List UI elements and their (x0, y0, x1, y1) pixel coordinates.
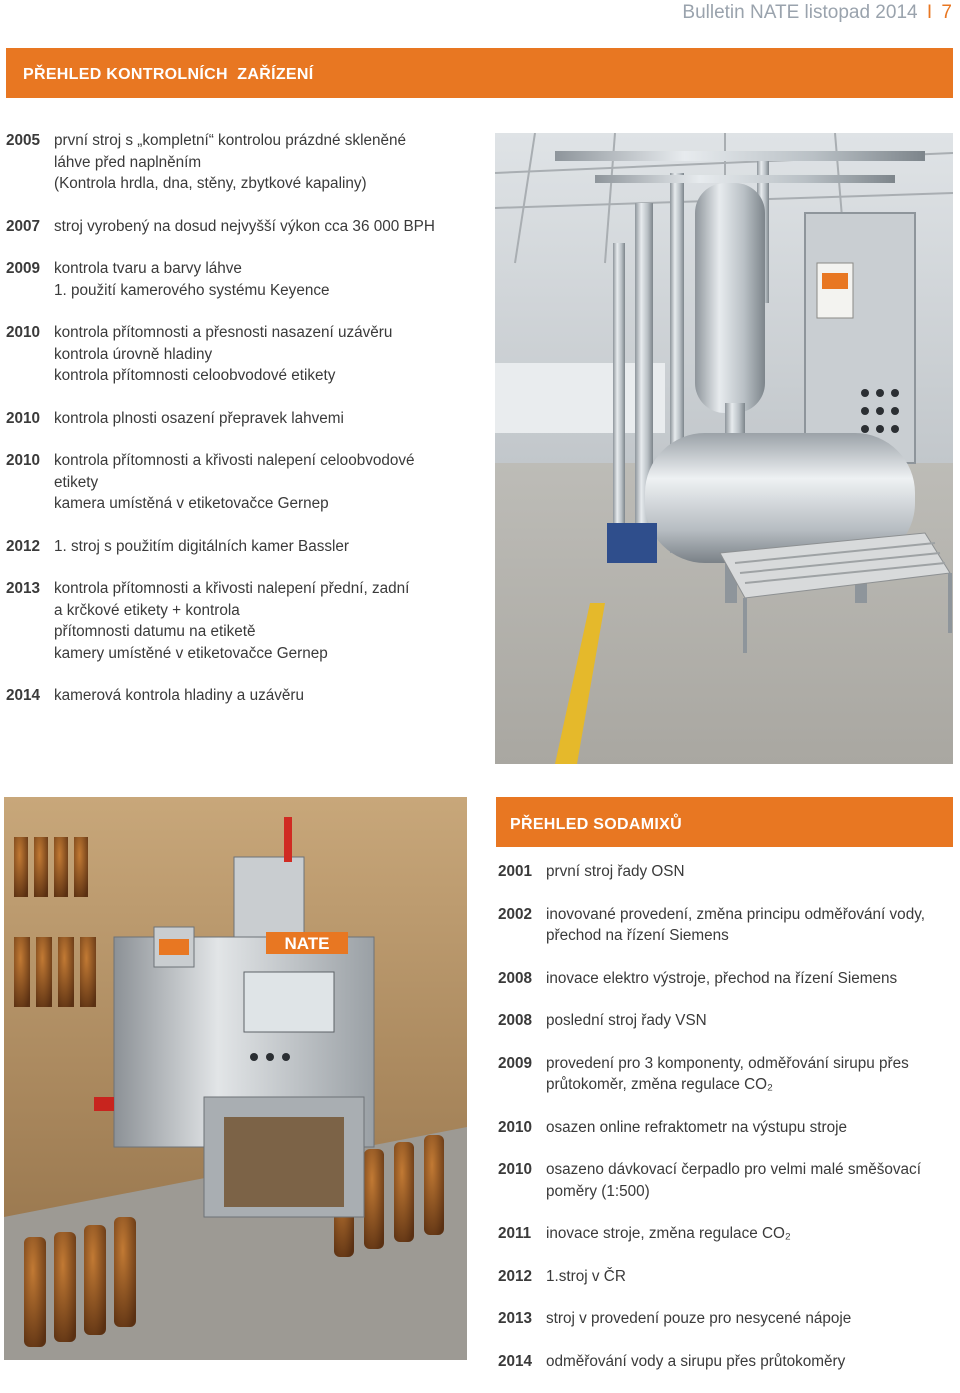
entry-year: 2010 (6, 324, 41, 341)
entry-description (546, 1053, 958, 1096)
page-number: 7 (941, 2, 952, 23)
timeline-entry (498, 968, 958, 990)
section-banner-control-devices (6, 48, 953, 98)
machine-photo-illustration (495, 133, 953, 764)
timeline-entry (498, 1159, 958, 1202)
entry-line: kontrola přítomnosti a přesnosti nasazení uzávěru (54, 324, 393, 341)
timeline-entry (6, 578, 476, 664)
entry-description (54, 450, 476, 515)
entry-line: inovace elektro výstroje, přechod na řízení Siemens (546, 969, 898, 987)
entry-description (546, 1266, 958, 1288)
entry-line: 1. stroj s použitím digitálních kamer Bassler (54, 537, 350, 555)
entry-description (546, 904, 958, 947)
entry-description (546, 861, 958, 883)
entry-description (546, 1308, 958, 1330)
entry-year: 2001 (498, 863, 533, 880)
entry-line: poměry (1:500) (546, 1182, 650, 1200)
timeline-entry (6, 408, 476, 430)
control-devices-timeline (6, 130, 476, 728)
entry-description (546, 1010, 958, 1032)
entry-description (546, 1223, 958, 1245)
entry-line: a krčkové etikety + kontrola (54, 601, 240, 619)
entry-year: 2014 (498, 1352, 533, 1370)
timeline-entry (498, 904, 958, 947)
timeline-entry (498, 1308, 958, 1330)
entry-year: 2011 (498, 1225, 532, 1242)
timeline-entry (498, 1351, 958, 1373)
entry-line: etikety (54, 473, 99, 491)
entry-line: průtokoměr, změna regulace CO₂ (546, 1076, 773, 1093)
timeline-entry (498, 1266, 958, 1288)
entry-line: kamerová kontrola hladiny a uzávěru (54, 687, 304, 704)
page-header (682, 0, 952, 26)
brand-plate: NATE (284, 934, 330, 953)
entry-line: inovace stroje, změna regulace CO₂ (546, 1225, 791, 1242)
timeline-entry (6, 536, 476, 558)
timeline-entry (498, 861, 958, 883)
timeline-entry (6, 322, 476, 387)
bulletin-title: Bulletin NATE listopad 2014 (682, 2, 918, 23)
entry-description (546, 968, 958, 990)
entry-description (54, 408, 476, 430)
timeline-entry (498, 1010, 958, 1032)
timeline-entry (6, 450, 476, 515)
entry-line: stroj v provedení pouze pro nesycené nápoje (546, 1310, 852, 1327)
entry-description (54, 130, 476, 195)
entry-line: kamery umístěné v etiketovačce Gernep (54, 644, 328, 662)
timeline-entry (6, 258, 476, 301)
entry-description (54, 216, 476, 238)
timeline-entry (498, 1053, 958, 1096)
entry-line: první stroj s „kompletní“ kontrolou prázdné skleněné (54, 132, 407, 149)
entry-year: 2009 (498, 1054, 533, 1072)
entry-year: 2013 (498, 1310, 533, 1327)
entry-line: odměřování vody a sirupu přes průtokoměry (546, 1352, 846, 1370)
entry-year: 2005 (6, 132, 41, 149)
section-banner-sodamix (496, 797, 953, 847)
entry-description (54, 322, 476, 387)
timeline-entry (6, 130, 476, 195)
entry-line: kontrola přítomnosti celoobvodové etikety (54, 367, 336, 384)
entry-description (54, 258, 476, 301)
entry-description (54, 685, 476, 707)
entry-line: osazeno dávkovací čerpadlo pro velmi malé směšovací (546, 1161, 921, 1178)
entry-year: 2008 (498, 969, 533, 987)
entry-description (546, 1117, 958, 1139)
entry-description (54, 536, 476, 558)
entry-line: 1.stroj v ČR (546, 1267, 626, 1285)
entry-description (54, 578, 476, 664)
entry-line: první stroj řady OSN (546, 863, 685, 880)
entry-year: 2013 (6, 580, 41, 597)
photo-bottle-line (4, 797, 467, 1360)
section-title: PŘEHLED KONTROLNÍCH ZAŘÍZENÍ (23, 66, 314, 83)
entry-year: 2009 (6, 260, 41, 277)
entry-line: kamera umístěná v etiketovačce Gernep (54, 495, 329, 512)
entry-year: 2012 (498, 1267, 533, 1285)
entry-line: láhve před naplněním (54, 153, 202, 171)
entry-year: 2012 (6, 537, 41, 555)
entry-year: 2010 (498, 1118, 533, 1136)
bottle-line-illustration (4, 797, 467, 1360)
entry-line: 1. použití kamerového systému Keyence (54, 281, 330, 299)
entry-year: 2010 (6, 452, 41, 469)
entry-description (546, 1159, 958, 1202)
entry-line: přechod na řízení Siemens (546, 927, 729, 944)
entry-line: kontrola tvaru a barvy láhve (54, 260, 242, 277)
entry-line: provedení pro 3 komponenty, odměřování sirupu přes (546, 1054, 909, 1072)
sodamix-timeline (498, 861, 958, 1393)
entry-line: (Kontrola hrdla, dna, stěny, zbytkové kapaliny) (54, 175, 367, 192)
timeline-entry (6, 216, 476, 238)
header-separator: I (926, 2, 933, 23)
timeline-entry (498, 1117, 958, 1139)
entry-year: 2008 (498, 1012, 533, 1029)
entry-line: kontrola přítomnosti a křivosti nalepení celoobvodové (54, 452, 415, 469)
entry-year: 2007 (6, 217, 41, 235)
timeline-entry (498, 1223, 958, 1245)
entry-year: 2014 (6, 687, 41, 704)
entry-year: 2002 (498, 905, 533, 923)
entry-line: přítomnosti datumu na etiketě (54, 623, 256, 640)
entry-line: poslední stroj řady VSN (546, 1012, 707, 1029)
entry-year: 2010 (6, 409, 41, 427)
entry-line: kontrola úrovně hladiny (54, 345, 213, 363)
entry-line: kontrola přítomnosti a křivosti nalepení přední, zadní (54, 580, 410, 597)
entry-line: osazen online refraktometr na výstupu stroje (546, 1118, 847, 1136)
entry-line: stroj vyrobený na dosud nejvyšší výkon cca 36 000 BPH (54, 217, 435, 235)
section-title: PŘEHLED SODAMIXŮ (510, 816, 682, 833)
photo-inspection-machine (495, 133, 953, 764)
entry-line: kontrola plnosti osazení přepravek lahvemi (54, 409, 344, 427)
timeline-entry (6, 685, 476, 707)
entry-description (546, 1351, 958, 1373)
entry-line: inovované provedení, změna principu odměřování vody, (546, 905, 925, 923)
entry-year: 2010 (498, 1161, 533, 1178)
